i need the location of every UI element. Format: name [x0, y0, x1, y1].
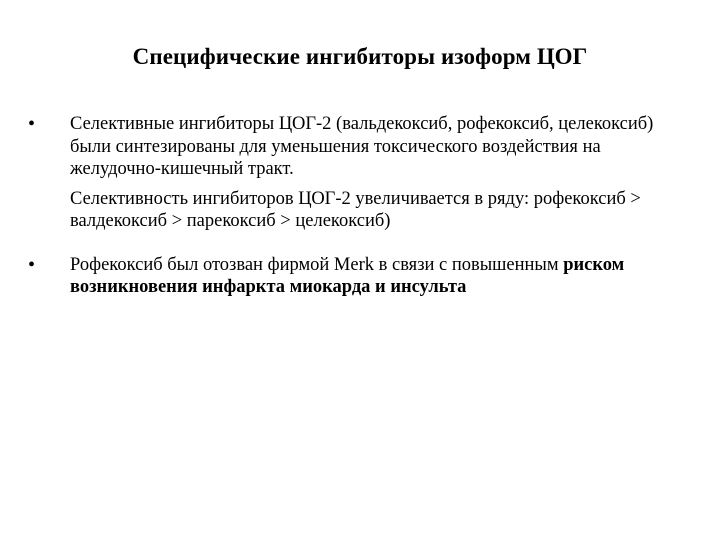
paragraph-selectivity-order: Селективность ингибиторов ЦОГ-2 увеличивается в ряду: рофекоксиб > валдекоксиб > парекоксиб > целекоксиб): [70, 188, 641, 231]
slide-title: Специфические ингибиторы изоформ ЦОГ: [132, 44, 588, 69]
bullet-item-rofecoxib-withdrawal: [28, 254, 658, 299]
bullet-marker: •: [28, 113, 36, 135]
rofecoxib-text: Рофекоксиб был отозван фирмой Merk в связи с повышенным: [70, 254, 564, 275]
paragraph-selective-inhibitors: Селективные ингибиторы ЦОГ-2 (вальдекоксиб, рофекоксиб, целекоксиб) были синтезированы для уменьшения токсического воздействия на желудочно-кишечный тракт.: [70, 114, 654, 179]
bullet-marker: •: [28, 253, 36, 276]
risk-emphasis-text: риском возникновения инфаркта миокарда и инсульта: [70, 254, 625, 297]
bullet-list: [28, 113, 658, 299]
bullet-item-selective-inhibitors: [28, 113, 658, 233]
paragraph-rofecoxib-withdrawal: [70, 254, 658, 299]
